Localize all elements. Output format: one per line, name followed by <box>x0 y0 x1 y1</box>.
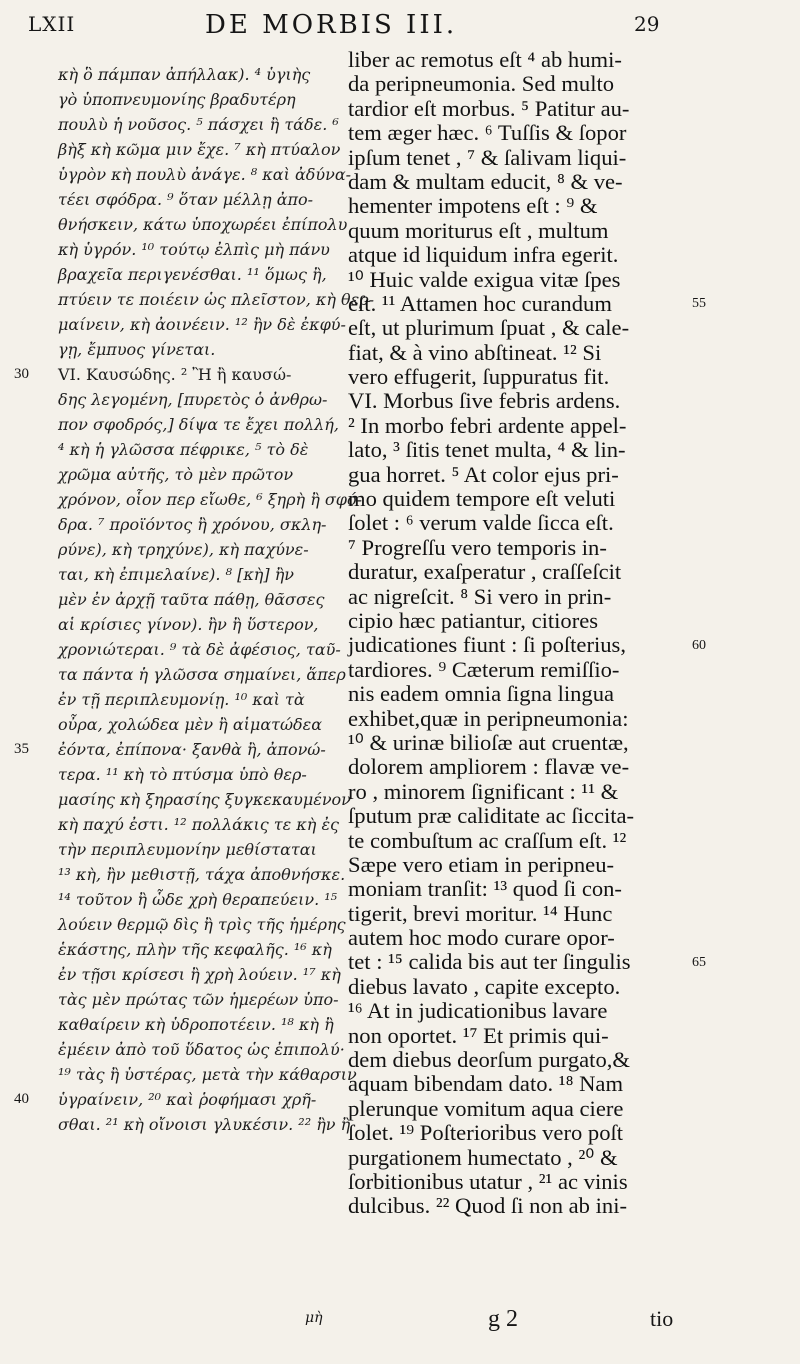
latin-text-line: ſorbitionibus utatur , ²¹ ac vinis <box>348 1168 628 1194</box>
greek-text-line: μαίνειν, κὴ ἀοινέειν. ¹² ἢν δὲ ἐκφύ- <box>58 315 346 334</box>
latin-text-line: dulcibus. ²² Quod ſi non ab ini- <box>348 1193 628 1219</box>
greek-text-line: ἐν τῇ περιπλευμονίῃ. ¹⁰ καὶ τὰ <box>58 690 305 709</box>
greek-text-line: λούειν θερμῷ δὶς ἢ τρὶς τῆς ἡμέρης <box>58 915 346 934</box>
latin-text-line: hementer impotens eſt : ⁹ & <box>348 193 598 219</box>
latin-text-line: tardior eſt morbus. ⁵ Patitur au- <box>348 95 630 121</box>
latin-text-line: mo quidem tempore eſt veluti <box>348 486 616 512</box>
latin-text-line: ipſum tenet , ⁷ & ſalivam liqui- <box>348 144 627 170</box>
line-number-marker: 30 <box>14 366 29 382</box>
latin-text-line: non oportet. ¹⁷ Et primis qui- <box>348 1022 609 1048</box>
latin-text-line: judicationes fiunt : ſi poſterius, <box>348 632 626 658</box>
latin-text-line: duratur, exaſperatur , craſſeſcit <box>348 559 622 585</box>
latin-text-line: atque id liquidum infra egerit. <box>348 242 619 268</box>
latin-text-line: liber ac remotus eſt ⁴ ab humi- <box>348 47 622 72</box>
greek-text-line: ¹³ κὴ, ἢν μεθιστῇ, τάχα ἀποθνήσκε. <box>58 865 346 884</box>
latin-text-line: tem æger hæc. ⁶ Tuſſis & ſopor <box>348 120 627 146</box>
greek-text-column <box>58 62 375 1137</box>
latin-text-line: nis eadem omnia ſigna lingua <box>348 681 615 707</box>
greek-text-line: ὑγραίνειν, ²⁰ καὶ ῥοφήμασι χρῆ- <box>58 1090 317 1109</box>
greek-text-line: ἐόντα, ἐπίπονα· ξανθὰ ἢ, ἀπονώ- <box>58 740 326 759</box>
latin-text-line: dolorem ampliorem : flavæ ve- <box>348 754 630 780</box>
greek-text-line: πτύειν τε ποιέειν ὡς πλεῖστον, κὴ θερ- <box>58 290 375 309</box>
greek-text-line: ¹⁴ τοῦτον ἢ ὧδε χρὴ θεραπεύειν. ¹⁵ <box>58 890 338 909</box>
greek-text-line: τα πάντα ἡ γλῶσσα σημαίνει, ἅπερ <box>58 665 346 684</box>
latin-text-line: ſolet : ⁶ verum valde ſicca eſt. <box>348 510 614 536</box>
greek-text-line: βραχεῖα περιγενέσθαι. ¹¹ ὅμως ἢ, <box>58 265 327 284</box>
greek-text-line: μὲν ἐν ἀρχῇ ταῦτα πάθῃ, θᾶσσες <box>58 590 325 609</box>
greek-text-line: ρύνε), κὴ τρηχύνε), κὴ παχύνε- <box>58 540 309 559</box>
greek-text-line: θνήσκειν, κάτω ὑποχωρέει ἐπίπολυ <box>58 215 348 234</box>
latin-text-line: ¹⁰ & urinæ bilioſæ aut cruentæ, <box>348 729 629 755</box>
latin-text-line: ² In morbo febri ardente appel- <box>348 412 627 438</box>
latin-text-line: ſolet. ¹⁹ Poſterioribus vero poſt <box>348 1120 624 1146</box>
latin-text-line: cipio hæc patiantur, citiores <box>348 607 599 633</box>
latin-text-line: ¹⁰ Huic valde exigua vitæ ſpes <box>348 266 621 292</box>
latin-text-line: ⁷ Progreſſu vero temporis in- <box>348 534 607 560</box>
latin-text-line: moniam tranſit: ¹³ quod ſi con- <box>348 876 622 902</box>
line-number-marker: 65 <box>692 954 706 970</box>
latin-text-line: aquam bibendam dato. ¹⁸ Nam <box>348 1071 624 1097</box>
greek-text-line: μασίης κὴ ξηρασίης ξυγκεκαυμένον <box>58 790 351 809</box>
greek-text-line: πον σφοδρός,] δίψα τε ἔχει πολλή, <box>58 415 339 434</box>
latin-text-line: fiat, & à vino abſtineat. ¹² Si <box>348 339 602 365</box>
greek-text-line: κὴ ὃ πάμπαν ἀπήλλακ). ⁴ ὑγιὴς <box>58 65 311 84</box>
latin-text-line: gua horret. ⁵ At color ejus pri- <box>348 461 619 487</box>
greek-text-line: χρόνον, οἷον περ εἴωθε, ⁶ ξηρὴ ἢ σφό- <box>58 490 363 509</box>
greek-text-line: VI. Καυσώδης. ² Ἢ ἢ καυσώ- <box>58 365 292 384</box>
latin-text-column <box>348 48 683 1219</box>
line-number-marker: 55 <box>692 296 706 311</box>
latin-text-line: Sæpe vero etiam in peripneu- <box>348 851 615 877</box>
greek-text-line: ⁴ κὴ ἡ γλῶσσα πέφρικε, ⁵ τὸ δὲ <box>58 440 309 459</box>
latin-text-line: diebus lavato , capite excepto. <box>348 973 621 999</box>
signature-mark: g 2 <box>488 1306 518 1332</box>
latin-catchword: tio <box>650 1306 674 1331</box>
page-number-right: 29 <box>634 12 660 36</box>
latin-text-line: tet : ¹⁵ calida bis aut ter ſingulis <box>348 949 631 975</box>
greek-text-line: τέει σφόδρα. ⁹ ὅταν μέλλῃ ἀπο- <box>58 190 314 209</box>
latin-text-line: eſt, ut plurimum ſpuat , & cale- <box>348 315 630 341</box>
greek-text-line: βὴξ κὴ κῶμα μιν ἔχε. ⁷ κὴ πτύαλον <box>58 140 341 159</box>
greek-text-line: ἑκάστης, πλὴν τῆς κεφαλῆς. ¹⁶ κὴ <box>58 940 332 959</box>
greek-text-line: ἐμέειν ἀπὸ τοῦ ὕδατος ὡς ἐπιπολύ· <box>58 1040 345 1059</box>
left-margin-line-numbers <box>6 62 54 1162</box>
greek-text-line: καθαίρειν κὴ ὑδροποτέειν. ¹⁸ κὴ ἢ <box>58 1015 334 1034</box>
greek-text-line: δρα. ⁷ προϊόντος ἢ χρόνου, σκλη- <box>58 515 327 534</box>
latin-text-line: ac nigreſcit. ⁸ Si vero in prin- <box>348 583 612 609</box>
latin-text-line: lato, ³ ſitis tenet multa, ⁴ & lin- <box>348 437 626 463</box>
greek-text-line: τὰς μὲν πρώτας τῶν ἡμερέων ὑπο- <box>58 990 339 1009</box>
latin-text-line: tardiores. ⁹ Cæterum remiſſio- <box>348 656 620 682</box>
latin-text-line: exhibet,quæ in peripneumonia: <box>348 705 629 731</box>
latin-text-line: ro , minorem ſignificant : ¹¹ & <box>348 778 619 804</box>
greek-text-line: οὖρα, χολώδεα μὲν ἢ αἱματώδεα <box>58 715 323 734</box>
page-number-left: LXII <box>28 12 76 36</box>
greek-text-line: ¹⁹ τὰς ἢ ὑστέρας, μετὰ τὴν κάθαρσιν <box>58 1065 357 1084</box>
greek-text-line: γὸ ὑποπνευμονίης βραδυτέρη <box>58 90 296 109</box>
greek-text-line: χρονιώτεραι. ⁹ τὰ δὲ ἀφέσιος, ταῦ- <box>58 640 341 659</box>
latin-text-line: plerunque vomitum aqua ciere <box>348 1095 624 1121</box>
greek-text-line: πουλὺ ἡ νοῦσος. ⁵ πάσχει ἢ τάδε. ⁶ <box>58 115 339 134</box>
greek-text-line: ἐν τῇσι κρίσεσι ἢ χρὴ λούειν. ¹⁷ κὴ <box>58 965 341 984</box>
greek-text-line: κὴ παχύ ἐστι. ¹² πολλάκις τε κὴ ἐς <box>58 815 339 834</box>
running-head <box>0 10 800 44</box>
latin-text-line: dam & multam educit, ⁸ & ve- <box>348 168 623 194</box>
line-number-marker: 60 <box>692 637 706 653</box>
latin-text-line: da peripneumonia. Sed multo <box>348 71 615 97</box>
greek-catchword: μὴ <box>305 1310 323 1326</box>
greek-text-line: σθαι. ²¹ κὴ οἴνοισι γλυκέσιν. ²² ἢν ἢ <box>58 1115 351 1134</box>
latin-text-line: vero effugerit, ſuppuratus fit. <box>348 364 610 390</box>
greek-text-line: τὴν περιπλευμονίην μεθίσταται <box>58 840 317 859</box>
latin-text-line: eſt. ¹¹ Attamen hoc curandum <box>348 290 612 316</box>
latin-text-line: dem diebus deorſum purgato,& <box>348 1047 630 1073</box>
latin-text-line: autem hoc modo curare opor- <box>348 925 615 951</box>
latin-text-line: VI. Morbus ſive febris ardens. <box>348 388 621 414</box>
latin-text-line: quum moriturus eſt , multum <box>348 217 609 243</box>
greek-text-line: δης λεγομένη, [πυρετὸς ὁ ἀνθρω- <box>58 390 328 409</box>
latin-text-line: tigerit, brevi moritur. ¹⁴ Hunc <box>348 900 613 926</box>
greek-text-line: αἱ κρίσιες γίνον). ἢν ἢ ὕστερον, <box>58 615 319 634</box>
page-title: DE MORBIS III. <box>205 10 458 40</box>
latin-text-line: purgationem humectato , ²⁰ & <box>348 1144 618 1170</box>
greek-text-line: γῃ, ἔμπυος γίνεται. <box>58 340 216 359</box>
latin-text-line: ¹⁶ At in judicationibus lavare <box>348 998 608 1024</box>
greek-text-line: τερα. ¹¹ κὴ τὸ πτύσμα ὑπὸ θερ- <box>58 765 307 784</box>
latin-text-line: ſputum præ caliditate ac ſiccita- <box>348 803 635 829</box>
line-number-marker: 40 <box>14 1091 29 1107</box>
greek-text-line: ὑγρὸν κὴ πουλὺ ἀνάγε. ⁸ καὶ ἀδύνα- <box>58 165 352 184</box>
greek-text-line: ται, κὴ ἐπιμελαίνε). ⁸ [κὴ] ἢν <box>58 565 295 584</box>
right-margin-line-numbers <box>684 48 724 1148</box>
greek-text-line: κὴ ὑγρόν. ¹⁰ τούτῳ ἐλπὶς μὴ πάνυ <box>58 240 330 259</box>
greek-text-line: χρῶμα αὐτῆς, τὸ μὲν πρῶτον <box>58 465 294 484</box>
latin-text-line: te combuſtum ac craſſum eſt. ¹² <box>348 827 627 853</box>
line-number-marker: 35 <box>14 741 29 757</box>
